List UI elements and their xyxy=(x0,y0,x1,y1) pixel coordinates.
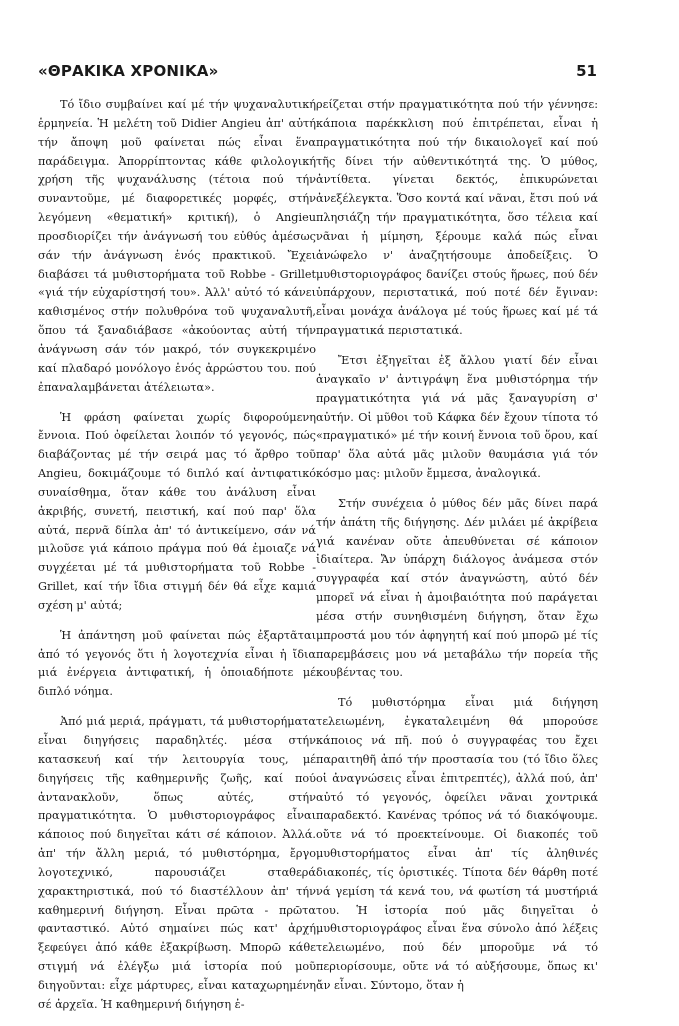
paragraph: Ἡ φράση φαίνεται χωρίς διφορούμενη ἔννοια. Πού ὀφείλεται λοιπόν τό γεγονός, πώς διαβάζοντας μέ τήν σειρά μας τό ἄρθρο τοῦ Angieu, δοκιμάζουμε τό διπλό καί ἀντιφατικό συναίσθημα, ὅταν κάθε του ἀνάλυση εἶναι ἀκριβής, συνετή, πειστική, καί πού παρ' ὅλα αὐτά, περνᾶ δίπλα ἀπ' τό ἀντικείμενο, σάν νά μιλοῦσε γιά κάποιο πράγμα πού θά ἐμοιαζε νά συγχέεται μέ τά μυθιστορήματα τοῦ Robbe - Grillet, καί τήν ἴδια στιγμή δέν θά εἶχε καμιά σχέση μ' αὐτά; xyxy=(38,410,316,612)
paragraph: ρείζεται στήν πραγματικότητα πού τήν γέννησε: κάποια παρέκκλιση πού ἐπιτρέπεται, εἶναι ἡ πραγματικότητα πού τήν δικαιολογεῖ καί πού τῆς δίνει τήν αὐθεντικότητά της. Ὁ μύθος, ἀντίθετα. γίνεται δεκτός, ἐπικυρώνεται ἀνεξέλεγκτα. Ὅσο κοντά καί νᾶναι, ἔτσι πού νά πλησιάζη τήν πραγματικότητα, ὅσο τέλεια καί νᾶναι ἡ μίμηση, ξέρουμε καλά πώς εἶναι ἀνώφελο ν' ἀναζητήσουμε ἀποδείξεις. Ὁ μυθιστοριογράφος δανίζει στούς ἥρωες, πού δέν ὑπάρχουν, περιστατικά, πού ποτέ δέν ἔγιναν: εἶναι μονάχα ἀνάλογα μέ τούς ἥρωες καί μέ τά πραγματικά περιστατικά. xyxy=(316,98,598,338)
paragraph: Στήν συνέχεια ὁ μύθος δέν μᾶς δίνει παρά τήν ἀπάτη τῆς διήγησης. Δέν μιλάει μέ ἀκρίβεια γιά κανέναν οὔτε ἀπευθύνεται σέ κάποιον ἰδιαίτερα. Ἄν ὑπάρχη διάλογος ἀνάμεσα στόν συγγραφέα καί στόν ἀναγνώστη, αὐτό δέν μπορεῖ νά εἶναι ἡ ἀμοιβαιότητα πού παράγεται μέσα στήν συνηθισμένη διήγηση, ὅταν ἔχω μπροστά μου τόν ἀφηγητή καί πού μπορῶ μέ τίς παρεμβάσεις μου νά μεταβάλω τήν πορεία τῆς κουβέντας του. xyxy=(316,496,598,680)
left-column xyxy=(38,96,316,1026)
page-header xyxy=(38,62,597,82)
paragraph: Τό μυθιστόρημα εἶναι μιά διήγηση τελειωμένη, ἐγκαταλειμένη θά μπορούσε κάποιος νά πῆ. πού ὁ συγγραφέας του ἔχει παραιτηθῆ ἀπό τήν προστασία του (τό ἴδιο ὅλες οἱ ἀναγνώσεις εἶναι ἐπιτρεπτές), ἀλλά πού, ἀπ' αὐτό τό γεγονός, ὀφείλει νᾶναι χοντρικά παραδεκτό. Κανένας τρόπος νά τό διακόψουμε. οὔτε νά τό προεκτείνουμε. Οἱ διακοπές τοῦ μυθιστορήματος εἶναι ἀπ' τίς ἀληθινές διακοπές, τίς ὁριστικές. Τίποτα δέν θάρθη ποτέ νά γεμίση τά κενά του, νά φωτίση τά μυστήριά του. Ἡ ἱστορία πού μᾶς διηγεῖται ὁ μυθιστοριογράφος εἶναι ἕνα σύνολο ἀπό λέξεις τελειωμένο, πού δέν μποροῦμε νά τό περιορίσουμε, οὔτε νά τό αὐξήσουμε, ὅπως κι' ἄν εἶναι. Σύντομο, ὅταν ἡ xyxy=(316,696,598,992)
right-column xyxy=(316,96,598,1007)
journal-title: «ΘΡΑΚΙΚΑ ΧΡΟΝΙΚΑ» xyxy=(38,62,219,80)
paragraph: Ἀπό μιά μεριά, πράγματι, τά μυθιστορήματα εἶναι διηγήσεις παραδηλτές. μέσα στήν κατασκευή καί τήν λειτουργία τους, μέ διηγήσεις τῆς καθημερινῆς ζωῆς, καί πού ἀντανακλοῦν, ὅπως αὐτές, στήν πραγματικότητα. Ὁ μυθιστοριογράφος εἶναι κάποιος πού διηγεῖται κάτι σέ κάποιον. Ἀλλά. ἀπ' τήν ἄλλη μεριά, τό μυθιστόρημα, ἔργο λογοτεχνικό, παρουσιάζει σταθερά χαρακτηριστικά, πού τό διαστέλλουν ἀπ' τήν καθημερινή διήγηση. Εἶναι πρῶτα - πρῶτα φανταστικό. Αὐτό σημαίνει πώς κατ' ἀρχή ξεφεύγει ἀπό κάθε ἐξακρίβωση. Μπορῶ κάθε στιγμή νά ἐλέγξω μιά ἱστορία πού μοῦ διηγοῦνται: εἶχε μάρτυρες, εἶναι καταχωρημένη σέ ἀρχεῖα. Ἡ καθημερινή διήγηση ἐ- xyxy=(38,715,316,1011)
paragraph: Ἡ ἀπάντηση μοῦ φαίνεται πώς ἐξαρτᾶται ἀπό τό γεγονός ὅτι ἡ λογοτεχνία εἶναι ἡ ἴδια μιά ἐνέργεια ἀντιφατική, ἡ ὁποιαδήποτε μέ διπλό νόημα. xyxy=(38,628,316,699)
paragraph: Τό ἴδιο συμβαίνει καί μέ τήν ψυχαναλυτική ἑρμηνεία. Ἡ μελέτη τοῦ Didier Angieu ἀπ' αὐτή τήν ἄποψη μοῦ φαίνεται πώς εἶναι ἕνα παράδειγμα. Ἀπορρίπτοντας κάθε φιλολογική χρήση τῆς ψυχανάλυσης (τέτοια πού τήν συναντοῦμε, μέ διαφορετικές μορφές, στήν λεγόμενη «θεματική» κριτική), ὁ Angieu προσδιορίζει τήν ἀνάγνωσή του εὐθύς ἀμέσως σάν τήν ἀνάγνωση ἑνός πρακτικοῦ. Ἔχει διαβάσει τά μυθιστορήματα τοῦ Robbe - Grillet «γιά τήν εὐχαρίστησή του». Ἀλλ' αὐτό τό κάνει καθισμένος στήν πολυθρόνα τοῦ ψυχαναλυτῆ, ὅπου τά ξαναδιάβασε «ἀκούοντας αὐτή τήν ἀνάγνωση σάν τόν μακρό, τόν συγκεκριμένο καί πλαδαρό μονόλογο ἑνός ἀρρώστου του. πού ἐπαναλαμβάνεται ἀτέλειωτα». xyxy=(38,98,316,394)
paragraph: Ἔτσι ἐξηγεῖται ἐξ ἄλλου γιατί δέν εἶναι ἀναγκαῖο ν' ἀντιγράψη ἕνα μυθιστόρημα τήν πραγματικότητα γιά νά μᾶς ξαναγυρίση σ' αὐτήν. Οἱ μῦθοι τοῦ Κάφκα δέν ἔχουν τίποτα τό «πραγματικό» μέ τήν κοινή ἔννοια τοῦ ὅρου, καί παρ' ὅλα αὐτά μᾶς μιλοῦν θαυμάσια γιά τόν κόσμο μας: μιλοῦν ἔμμεσα, ἀναλογικά. xyxy=(316,353,598,481)
page-number: 51 xyxy=(576,62,597,80)
